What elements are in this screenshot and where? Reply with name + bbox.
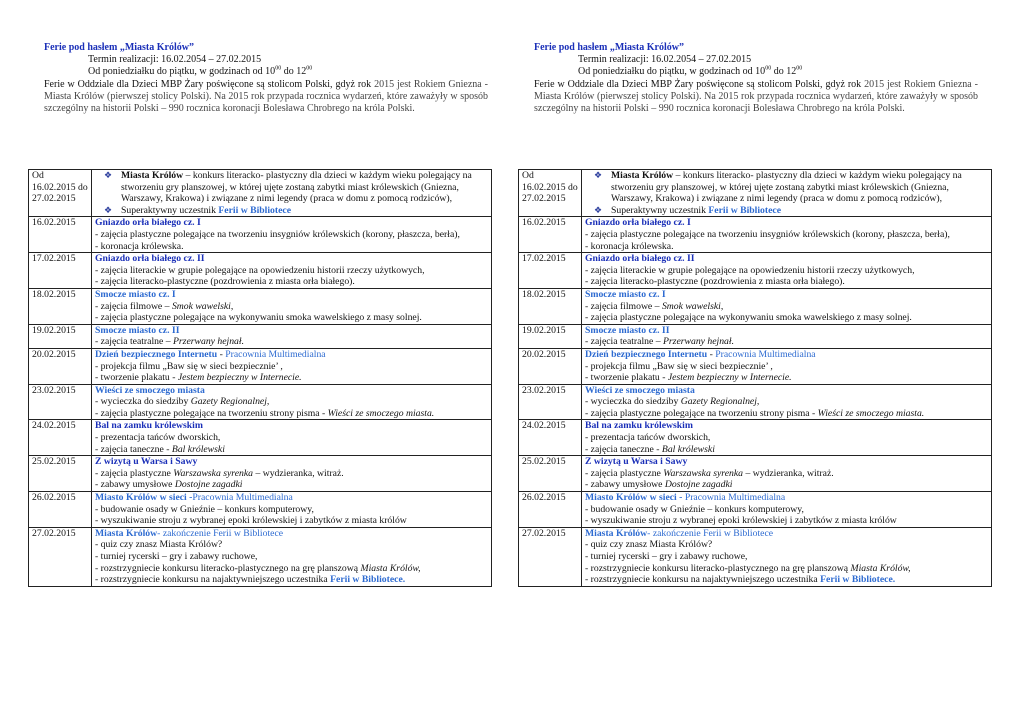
table-row xyxy=(29,288,492,324)
header-block xyxy=(44,42,488,115)
event-line: - zajęcia literacko-plastyczne (pozdrowienia z miasta orła białego). xyxy=(585,276,845,288)
list-item: ❖ Superaktywny uczestnik Ferii w Bibliotece xyxy=(585,205,988,217)
page-title: Ferie pod hasłem „Miasta Królów” xyxy=(534,42,684,53)
table-row xyxy=(519,384,992,420)
event-cell xyxy=(582,217,992,253)
schedule-table xyxy=(28,169,492,587)
event-line: - prezentacja tańców dworskich, xyxy=(95,432,221,444)
table-row xyxy=(29,527,492,586)
table-row xyxy=(519,348,992,384)
event-line: - zajęcia plastyczne Warszawska syrenka – wydzieranka, witraż. xyxy=(585,467,834,479)
date-cell: 20.02.2015 xyxy=(519,348,582,384)
event-cell xyxy=(582,527,992,586)
event-line: - budowanie osady w Gnieźnie – konkurs komputerowy, xyxy=(585,503,804,515)
table-row xyxy=(29,420,492,456)
event-cell xyxy=(92,420,492,456)
event-line: - prezentacja tańców dworskich, xyxy=(585,432,711,444)
event-line: - rozstrzygniecie konkursu na najaktywniejszego uczestnika Ferii w Bibliotece. xyxy=(95,574,406,586)
event-line: - zajęcia literackie w grupie polegające na opowiedzeniu historii rzeczy użytkowych, xyxy=(95,264,425,276)
event-line: - zajęcia plastyczne polegające na tworzeniu strony pisma - Wieści ze smoczego miasta. xyxy=(585,407,925,419)
event-line: - zajęcia taneczne - Bal królewski xyxy=(585,443,715,455)
event-cell xyxy=(582,456,992,492)
event-line: - quiz czy znasz Miasta Królów? xyxy=(95,539,223,551)
event-line: - tworzenie plakatu - Jestem bezpieczny w Internecie. xyxy=(585,372,792,384)
event-title: Miasto Królów w sieci -Pracownia Multimedialna xyxy=(95,492,293,504)
event-cell xyxy=(92,253,492,289)
event-line: - wyszukiwanie stroju z wybranej epoki królewskiej i zabytków z miasta królów xyxy=(95,515,407,527)
event-line: - rozstrzygniecie konkursu na najaktywniejszego uczestnika Ferii w Bibliotece. xyxy=(585,574,896,586)
event-title: Miasto Królów w sieci - Pracownia Multimedialna xyxy=(585,492,786,504)
event-title: Smocze miasto cz. I xyxy=(585,288,666,300)
table-row xyxy=(29,217,492,253)
diamond-bullet-icon: ❖ xyxy=(103,204,113,215)
schedule-table xyxy=(518,169,992,587)
event-title: Smocze miasto cz. II xyxy=(585,324,670,336)
event-line: - zajęcia plastyczne Warszawska syrenka – wydzieranka, witraż. xyxy=(95,467,344,479)
intro-paragraph: Ferie w Oddziale dla Dzieci MBP Żary poświęcone są stolicom Polski, gdyż rok 2015 jest Rokiem Gniezna - Miasta Królów (pierwszej stolicy Polski). Na 2015 rok przypada rocznica wydarzeń, które zaważyły w sposób szczególny na historii Polski – 990 rocznica koronacji Bolesława Chrobrego na króla Polski. xyxy=(534,78,979,115)
list-item: ❖ Superaktywny uczestnik Ferii w Bibliotece xyxy=(95,205,488,217)
event-cell xyxy=(582,492,992,528)
event-line: - zajęcia plastyczne polegające na tworzeniu insygniów królewskich (korony, płaszcza, berła), xyxy=(95,228,460,240)
diamond-bullet-icon: ❖ xyxy=(103,170,113,180)
right-leaflet xyxy=(518,42,982,586)
table-row xyxy=(29,384,492,420)
event-line: - rozstrzygniecie konkursu literacko-plastycznego na grę planszową Miasta Królów, xyxy=(95,562,421,574)
event-line: - zajęcia taneczne - Bal królewski xyxy=(95,443,225,455)
date-cell: 23.02.2015 xyxy=(29,384,92,420)
diamond-bullet-icon: ❖ xyxy=(593,170,603,180)
event-title: Wieści ze smoczego miasta xyxy=(585,384,695,396)
event-line: - koronacja królewska. xyxy=(585,240,674,252)
table-row xyxy=(29,456,492,492)
event-title: Z wizytą u Warsa i Sawy xyxy=(585,456,688,468)
table-row xyxy=(29,324,492,348)
event-line: - zajęcia plastyczne polegające na tworzeniu insygniów królewskich (korony, płaszcza, berła), xyxy=(585,228,950,240)
date-cell: 23.02.2015 xyxy=(519,384,582,420)
event-line: - zajęcia filmowe – Smok wawelski, xyxy=(585,300,724,312)
date-cell: 19.02.2015 xyxy=(519,324,582,348)
event-title: Smocze miasto cz. II xyxy=(95,324,180,336)
table-row xyxy=(29,170,492,217)
event-title: Dzień bezpiecznego Internetu - Pracownia Multimedialna xyxy=(585,348,816,360)
event-title: Smocze miasto cz. I xyxy=(95,288,176,300)
event-title: Gniazdo orła białego cz. I xyxy=(95,217,201,229)
event-cell xyxy=(582,170,992,217)
date-cell: 17.02.2015 xyxy=(29,253,92,289)
termin-line: Termin realizacji: 16.02.2054 – 27.02.2015 xyxy=(578,54,752,66)
date-cell: 17.02.2015 xyxy=(519,253,582,289)
event-line: - zajęcia filmowe – Smok wawelski, xyxy=(95,300,234,312)
event-cell xyxy=(92,527,492,586)
event-line: - projekcja filmu „Baw się w sieci bezpiecznie’ , xyxy=(585,360,773,372)
event-line: - zajęcia literacko-plastyczne (pozdrowienia z miasta orła białego). xyxy=(95,276,355,288)
event-line: - tworzenie plakatu - Jestem bezpieczny w Internecie. xyxy=(95,372,302,384)
table-row xyxy=(519,217,992,253)
event-title: Z wizytą u Warsa i Sawy xyxy=(95,456,198,468)
event-line: - zajęcia plastyczne polegające na wykonywaniu smoka wawelskiego z masy solnej. xyxy=(95,312,422,324)
event-cell xyxy=(582,384,992,420)
header-block xyxy=(534,42,978,115)
date-cell: 26.02.2015 xyxy=(519,492,582,528)
event-cell xyxy=(92,348,492,384)
table-row xyxy=(29,492,492,528)
event-line: - turniej rycerski – gry i zabawy ruchowe, xyxy=(95,551,258,562)
table-row xyxy=(519,170,992,217)
event-line: - zajęcia teatralne – Przerwany hejnał. xyxy=(585,336,735,348)
date-cell: 19.02.2015 xyxy=(29,324,92,348)
list-item: ❖ Miasta Królów – konkurs literacko- plastyczny dla dzieci w każdym wieku polegający na stworzeniu gry planszowej, w której ujęte zostaną zabytki miast królewskich (Gniezna, Warszawy, Krakowa) i związane z nimi legendy (praca w domu z pomocą rodziców), xyxy=(95,170,488,205)
date-cell: 18.02.2015 xyxy=(519,288,582,324)
table-row xyxy=(519,288,992,324)
event-title: Bal na zamku królewskim xyxy=(585,420,693,432)
event-cell xyxy=(582,324,992,348)
date-cell: 18.02.2015 xyxy=(29,288,92,324)
event-title: Gniazdo orła białego cz. II xyxy=(585,253,695,265)
date-cell: 25.02.2015 xyxy=(29,456,92,492)
event-title: Gniazdo orła białego cz. I xyxy=(585,217,691,229)
table-row xyxy=(519,527,992,586)
event-cell xyxy=(582,253,992,289)
hours-line: Od poniedziałku do piątku, w godzinach od $10^{00}$ do $12^{00}$ xyxy=(88,66,313,78)
page-title: Ferie pod hasłem „Miasta Królów” xyxy=(44,42,194,53)
event-line: - rozstrzygniecie konkursu literacko-plastycznego na grę planszową Miasta Królów, xyxy=(585,562,911,574)
event-line: - zabawy umysłowe Dostojne zagadki xyxy=(95,479,243,491)
event-line: - zajęcia teatralne – Przerwany hejnał. xyxy=(95,336,245,348)
date-cell: 20.02.2015 xyxy=(29,348,92,384)
date-cell: 25.02.2015 xyxy=(519,456,582,492)
table-row xyxy=(519,253,992,289)
left-leaflet xyxy=(28,42,492,586)
event-line: - quiz czy znasz Miasta Królów? xyxy=(585,539,713,551)
event-cell xyxy=(92,288,492,324)
event-cell xyxy=(92,456,492,492)
event-line: - turniej rycerski – gry i zabawy ruchowe, xyxy=(585,551,748,562)
event-cell xyxy=(92,324,492,348)
event-cell xyxy=(92,492,492,528)
event-line: - zabawy umysłowe Dostojne zagadki xyxy=(585,479,733,491)
date-cell: Od 16.02.2015 do 27.02.2015 xyxy=(519,170,582,217)
event-cell xyxy=(582,420,992,456)
event-title: Bal na zamku królewskim xyxy=(95,420,203,432)
event-title: Miasta Królów- zakończenie Ferii w Bibliotece xyxy=(95,527,284,539)
event-cell xyxy=(92,384,492,420)
date-cell: Od 16.02.2015 do 27.02.2015 xyxy=(29,170,92,217)
date-cell: 24.02.2015 xyxy=(519,420,582,456)
event-line: - budowanie osady w Gnieźnie – konkurs komputerowy, xyxy=(95,503,314,515)
event-line: - zajęcia plastyczne polegające na tworzeniu strony pisma - Wieści ze smoczego miasta. xyxy=(95,407,435,419)
event-line: - wycieczka do siedziby Gazety Regionalnej, xyxy=(585,396,760,408)
event-line: - zajęcia plastyczne polegające na wykonywaniu smoka wawelskiego z masy solnej. xyxy=(585,312,912,324)
date-cell: 16.02.2015 xyxy=(519,217,582,253)
date-cell: 16.02.2015 xyxy=(29,217,92,253)
table-row xyxy=(29,348,492,384)
table-row xyxy=(519,324,992,348)
event-line: - projekcja filmu „Baw się w sieci bezpiecznie’ , xyxy=(95,360,283,372)
table-row xyxy=(519,420,992,456)
date-cell: 26.02.2015 xyxy=(29,492,92,528)
event-line: - wyszukiwanie stroju z wybranej epoki królewskiej i zabytków z miasta królów xyxy=(585,515,897,527)
event-title: Wieści ze smoczego miasta xyxy=(95,384,205,396)
event-line: - zajęcia literackie w grupie polegające na opowiedzeniu historii rzeczy użytkowych, xyxy=(585,264,915,276)
event-title: Gniazdo orła białego cz. II xyxy=(95,253,205,265)
date-cell: 24.02.2015 xyxy=(29,420,92,456)
table-row xyxy=(519,456,992,492)
event-title: Miasta Królów- zakończenie Ferii w Bibliotece xyxy=(585,527,774,539)
date-cell: 27.02.2015 xyxy=(519,527,582,586)
hours-line: Od poniedziałku do piątku, w godzinach od $10^{00}$ do $12^{00}$ xyxy=(578,66,803,78)
termin-line: Termin realizacji: 16.02.2054 – 27.02.2015 xyxy=(88,54,262,66)
event-cell xyxy=(92,217,492,253)
event-line: - wycieczka do siedziby Gazety Regionalnej, xyxy=(95,396,270,408)
intro-paragraph: Ferie w Oddziale dla Dzieci MBP Żary poświęcone są stolicom Polski, gdyż rok 2015 jest Rokiem Gniezna - Miasta Królów (pierwszej stolicy Polski). Na 2015 rok przypada rocznica wydarzeń, które zaważyły w sposób szczególny na historii Polski – 990 rocznica koronacji Bolesława Chrobrego na króla Polski. xyxy=(44,78,489,115)
event-cell xyxy=(92,170,492,217)
table-row xyxy=(519,492,992,528)
diamond-bullet-icon: ❖ xyxy=(593,204,603,215)
event-line: - koronacja królewska. xyxy=(95,240,184,252)
event-cell xyxy=(582,348,992,384)
event-title: Dzień bezpiecznego Internetu - Pracownia Multimedialna xyxy=(95,348,326,360)
list-item: ❖ Miasta Królów – konkurs literacko- plastyczny dla dzieci w każdym wieku polegający na stworzeniu gry planszowej, w której ujęte zostaną zabytki miast królewskich (Gniezna, Warszawy, Krakowa) i związane z nimi legendy (praca w domu z pomocą rodziców), xyxy=(585,170,988,205)
date-cell: 27.02.2015 xyxy=(29,527,92,586)
event-cell xyxy=(582,288,992,324)
table-row xyxy=(29,253,492,289)
